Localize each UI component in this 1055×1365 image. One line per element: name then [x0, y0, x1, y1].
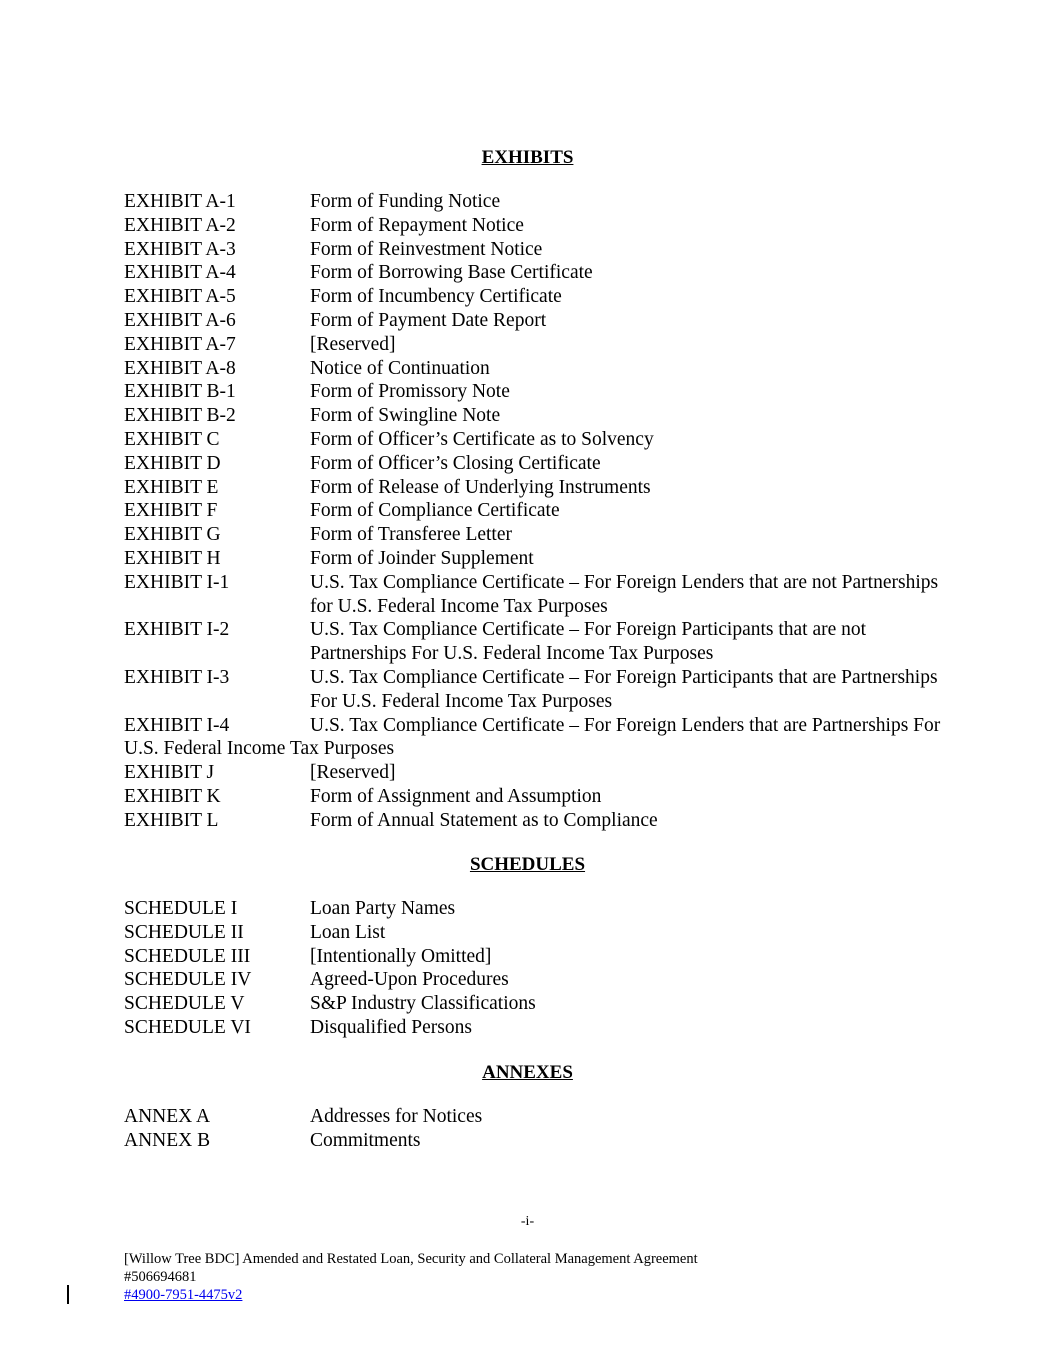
- item-code: SCHEDULE III: [124, 945, 251, 967]
- item-code: EXHIBIT E: [124, 476, 219, 498]
- item-code: EXHIBIT A-5: [124, 286, 236, 308]
- item-description: Form of Payment Date Report: [310, 309, 547, 331]
- list-item: [124, 261, 944, 285]
- list-item: [124, 476, 944, 500]
- list-item: [124, 1016, 944, 1040]
- item-code: EXHIBIT A-7: [124, 333, 236, 355]
- change-bar: [67, 1285, 69, 1304]
- list-item: [124, 190, 944, 214]
- item-description: Disqualified Persons: [310, 1016, 472, 1038]
- list-item: [124, 285, 944, 309]
- item-code: EXHIBIT B-2: [124, 405, 236, 427]
- item-description: Commitments: [310, 1129, 421, 1151]
- item-code: EXHIBIT I-4: [124, 714, 230, 736]
- item-description: [Intentionally Omitted]: [310, 945, 492, 967]
- page-number: -i-: [520, 1214, 535, 1229]
- item-code: EXHIBIT K: [124, 785, 221, 807]
- item-code: EXHIBIT H: [124, 547, 221, 569]
- item-description: Form of Annual Statement as to Compliance: [310, 809, 658, 831]
- item-description: U.S. Tax Compliance Certificate – For Foreign Lenders that are Partnerships For U.S. Federal Income Tax Purposes: [124, 714, 941, 760]
- list-item: [124, 968, 944, 992]
- item-description: [Reserved]: [310, 762, 396, 784]
- item-description: Form of Officer’s Certificate as to Solvency: [310, 428, 654, 450]
- item-description: S&P Industry Classifications: [310, 993, 536, 1015]
- item-description: Agreed-Upon Procedures: [310, 969, 509, 991]
- item-description: U.S. Tax Compliance Certificate – For Foreign Lenders that are not Partnerships for U.S. Federal Income Tax Purposes: [310, 571, 939, 617]
- item-description: Form of Repayment Notice: [310, 214, 524, 236]
- list-item: [124, 499, 944, 523]
- item-code: SCHEDULE II: [124, 921, 244, 943]
- item-description: Form of Promissory Note: [310, 381, 510, 403]
- list-item: [124, 238, 944, 262]
- item-code: EXHIBIT D: [124, 452, 221, 474]
- item-description: Form of Officer’s Closing Certificate: [310, 452, 601, 474]
- item-description: U.S. Tax Compliance Certificate – For Foreign Participants that are not Partnerships For U.S. Federal Income Tax Purposes: [310, 619, 867, 665]
- item-code: EXHIBIT A-6: [124, 309, 236, 331]
- document-footer: [124, 1250, 698, 1304]
- list-item: [124, 309, 944, 333]
- list-item: [124, 523, 944, 547]
- schedules-list: [124, 897, 944, 1040]
- list-item: [124, 547, 944, 571]
- footer-doc-id: #506694681: [124, 1269, 197, 1285]
- list-item: [124, 428, 944, 452]
- item-description: Form of Funding Notice: [310, 191, 501, 212]
- list-item: [124, 809, 944, 833]
- item-description: Form of Compliance Certificate: [310, 500, 560, 522]
- item-code: EXHIBIT F: [124, 500, 218, 522]
- item-code: EXHIBIT A-3: [124, 238, 236, 260]
- list-item: [124, 571, 944, 619]
- exhibits-heading: EXHIBITS: [481, 147, 574, 168]
- footer-title: [Willow Tree BDC] Amended and Restated Loan, Security and Collateral Management Agreement: [124, 1251, 698, 1267]
- item-description: Form of Transferee Letter: [310, 524, 512, 546]
- list-item: [124, 618, 944, 666]
- footer-doc-link[interactable]: #4900-7951-4475v2: [124, 1287, 243, 1303]
- list-item: [124, 452, 944, 476]
- item-code: SCHEDULE VI: [124, 1016, 251, 1038]
- item-description: Form of Assignment and Assumption: [310, 785, 602, 807]
- list-item: [124, 333, 944, 357]
- item-description: Loan Party Names: [310, 898, 456, 919]
- item-description: Addresses for Notices: [310, 1106, 483, 1127]
- exhibits-list: [124, 190, 944, 833]
- item-description: Loan List: [310, 921, 386, 943]
- list-item: [124, 214, 944, 238]
- item-code: EXHIBIT B-1: [124, 381, 236, 403]
- list-item: [124, 761, 944, 785]
- item-code: EXHIBIT I-1: [124, 571, 230, 593]
- list-item: [124, 1105, 944, 1129]
- item-code: EXHIBIT C: [124, 428, 220, 450]
- item-description: Notice of Continuation: [310, 357, 490, 379]
- item-description: Form of Incumbency Certificate: [310, 286, 562, 308]
- item-code: EXHIBIT A-4: [124, 262, 236, 284]
- item-description: Form of Joinder Supplement: [310, 547, 534, 569]
- item-code: EXHIBIT I-2: [124, 619, 230, 641]
- item-description: U.S. Tax Compliance Certificate – For Foreign Participants that are Partnerships For U.S. Federal Income Tax Purposes: [310, 666, 938, 712]
- item-code: EXHIBIT L: [124, 809, 219, 831]
- schedules-heading: SCHEDULES: [469, 854, 586, 875]
- list-item: [124, 945, 944, 969]
- list-item: [124, 666, 944, 714]
- item-description: Form of Swingline Note: [310, 405, 501, 427]
- item-description: Form of Release of Underlying Instruments: [310, 476, 651, 498]
- item-description: Form of Borrowing Base Certificate: [310, 262, 593, 284]
- item-code: EXHIBIT J: [124, 762, 215, 784]
- item-code: EXHIBIT A-1: [124, 191, 236, 212]
- item-code: SCHEDULE I: [124, 898, 238, 919]
- list-item: [124, 1129, 944, 1153]
- annexes-heading: ANNEXES: [482, 1062, 573, 1083]
- list-item: [124, 921, 944, 945]
- item-description: Form of Reinvestment Notice: [310, 238, 543, 260]
- list-item: [124, 785, 944, 809]
- item-code: EXHIBIT I-3: [124, 666, 230, 688]
- item-code: SCHEDULE V: [124, 993, 245, 1015]
- item-code: SCHEDULE IV: [124, 969, 252, 991]
- list-item: [124, 357, 944, 381]
- item-code: EXHIBIT A-2: [124, 214, 236, 236]
- annexes-list: [124, 1105, 944, 1153]
- item-code: ANNEX A: [124, 1106, 211, 1127]
- item-description: [Reserved]: [310, 333, 396, 355]
- list-item: [124, 404, 944, 428]
- list-item: [124, 897, 944, 921]
- list-item: [124, 380, 944, 404]
- list-item: [124, 714, 944, 762]
- item-code: EXHIBIT A-8: [124, 357, 236, 379]
- list-item: [124, 992, 944, 1016]
- item-code: ANNEX B: [124, 1129, 211, 1151]
- item-code: EXHIBIT G: [124, 524, 221, 546]
